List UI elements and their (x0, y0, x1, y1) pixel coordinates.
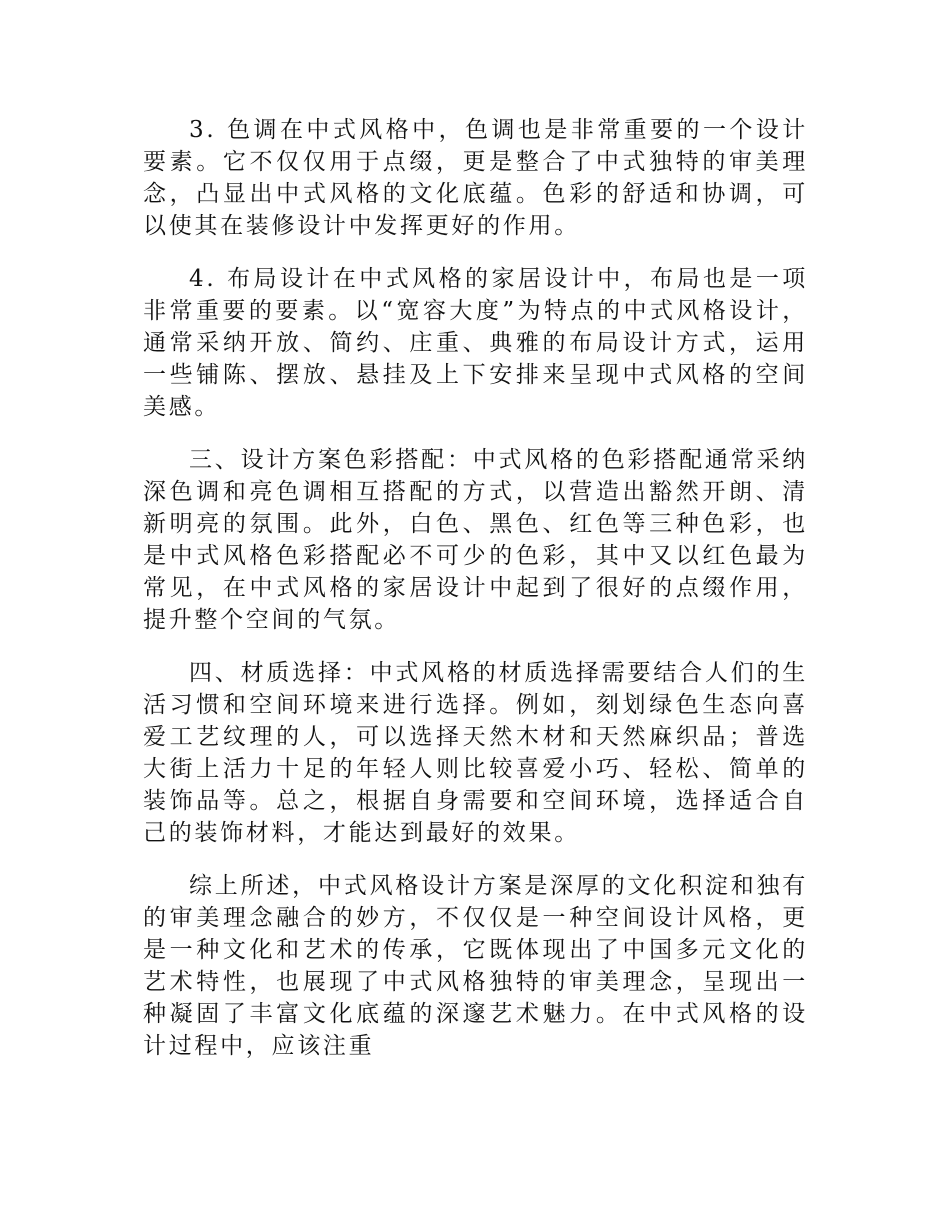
document-body (143, 114, 808, 1083)
paragraph-color-matching: 三、设计方案色彩搭配：中式风格的色彩搭配通常采纳深色调和亮色调相互搭配的方式，以营造出豁然开朗、清新明亮的氛围。此外，白色、黑色、红色等三种色彩，也是中式风格色彩搭配必不可少的色彩，其中又以红色最为常见，在中式风格的家居设计中起到了很好的点缀作用，提升整个空间的气氛。 (143, 447, 808, 633)
paragraph-color-tone: 3. 色调在中式风格中，色调也是非常重要的一个设计要素。它不仅仅用于点缀，更是整合了中式独特的审美理念，凸显出中式风格的文化底蕴。色彩的舒适和协调，可以使其在装修设计中发挥更好的作用。 (143, 117, 808, 239)
paragraph-material-selection: 四、材质选择：中式风格的材质选择需要结合人们的生活习惯和空间环境来进行选择。例如，刻划绿色生态向喜爱工艺纹理的人，可以选择天然木材和天然麻织品；普选大街上活力十足的年轻人则比较喜爱小巧、轻松、简单的装饰品等。总之，根据自身需要和空间环境，选择适合自己的装饰材料，才能达到最好的效果。 (143, 660, 808, 846)
paragraph-layout-design: 4. 布局设计在中式风格的家居设计中，布局也是一项非常重要的要素。以“宽容大度”为特点的中式风格设计，通常采纳开放、简约、庄重、典雅的布局设计方式，运用一些铺陈、摆放、悬挂及上下安排来呈现中式风格的空间美感。 (143, 266, 808, 420)
paragraph-summary: 综上所述，中式风格设计方案是深厚的文化积淀和独有的审美理念融合的妙方，不仅仅是一种空间设计风格，更是一种文化和艺术的传承，它既体现出了中国多元文化的艺术特性，也展现了中式风格独特的审美理念，呈现出一种凝固了丰富文化底蕴的深邃艺术魅力。在中式风格的设计过程中，应该注重 (143, 873, 808, 1059)
